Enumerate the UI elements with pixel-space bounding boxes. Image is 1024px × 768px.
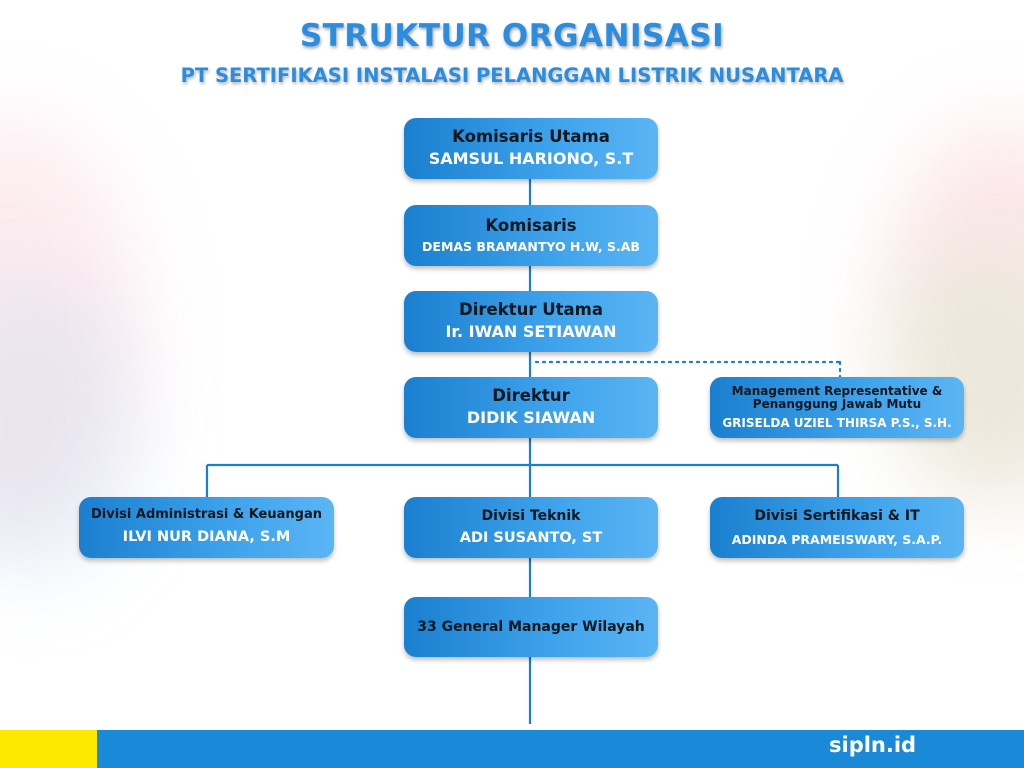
person-name: GRISELDA UZIEL THIRSA P.S., S.H. (722, 415, 952, 430)
role-label-line2: Penanggung Jawab Mutu (752, 396, 922, 411)
role-label: Divisi Teknik (481, 507, 581, 524)
footer-brand-text: sipln.id (829, 733, 917, 757)
page-title: STRUKTUR ORGANISASI (299, 18, 725, 54)
role-label: Komisaris (485, 215, 577, 235)
role-label-line1: Management Representative & (731, 383, 943, 398)
org-box-divisi-administrasi (79, 497, 334, 558)
org-box-direktur-utama (404, 291, 658, 352)
person-name: SAMSUL HARIONO, S.T (428, 149, 634, 169)
org-box-komisaris (404, 205, 658, 266)
person-name: ADI SUSANTO, ST (459, 529, 603, 546)
role-label: 33 General Manager Wilayah (417, 618, 645, 635)
person-name: ADINDA PRAMEISWARY, S.A.P. (731, 532, 943, 548)
person-name: ILVI NUR DIANA, S.M (122, 529, 291, 546)
org-box-divisi-sertifikasi-it (710, 497, 964, 558)
org-box-management-representative (710, 377, 964, 438)
role-label: Divisi Sertifikasi & IT (754, 507, 920, 524)
footer-accent-bar (0, 730, 97, 768)
org-box-direktur (404, 377, 658, 438)
role-label: Direktur Utama (459, 300, 603, 320)
person-name: DEMAS BRAMANTYO H.W, S.AB (422, 239, 640, 255)
person-name: Ir. IWAN SETIAWAN (445, 322, 617, 342)
org-box-komisaris-utama (404, 118, 658, 179)
person-name: DIDIK SIAWAN (466, 408, 596, 428)
page-subtitle: PT SERTIFIKASI INSTALASI PELANGGAN LISTRIK NUSANTARA (180, 64, 844, 87)
org-box-divisi-teknik (404, 497, 658, 558)
org-box-general-manager-wilayah (404, 597, 658, 657)
role-label: Divisi Administrasi & Keuangan (91, 507, 322, 523)
role-label: Komisaris Utama (452, 127, 610, 147)
role-label: Direktur (492, 386, 570, 406)
